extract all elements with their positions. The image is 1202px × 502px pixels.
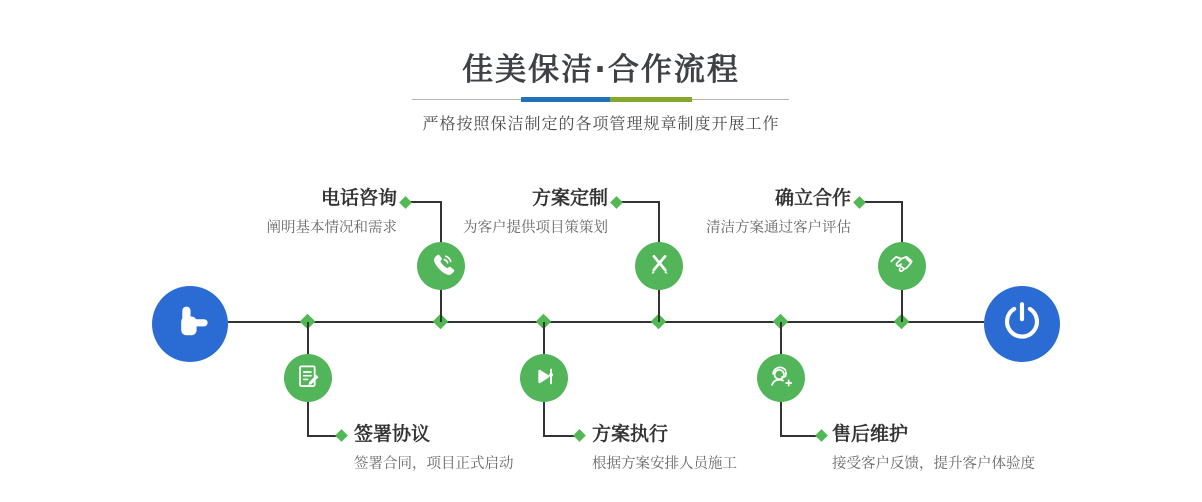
label-diamond bbox=[610, 196, 623, 209]
title-divider-green-accent bbox=[610, 97, 692, 102]
end-node bbox=[984, 286, 1060, 362]
phone-icon bbox=[428, 251, 455, 282]
step-desc: 接受客户反馈，提升客户体验度 bbox=[832, 455, 1035, 472]
power-icon bbox=[999, 299, 1045, 349]
start-node bbox=[152, 286, 228, 362]
contract-icon bbox=[295, 363, 322, 394]
page-subtitle: 严格按照保洁制定的各项管理规章制度开展工作 bbox=[422, 114, 780, 133]
step-node bbox=[520, 354, 568, 402]
label-diamond bbox=[399, 196, 412, 209]
label-diamond bbox=[573, 429, 586, 442]
handshake-icon bbox=[888, 250, 916, 282]
page-title: 佳美保洁·合作流程 bbox=[462, 52, 740, 88]
pointing-hand-icon bbox=[168, 300, 212, 348]
step-desc: 根据方案安排人员施工 bbox=[592, 455, 737, 472]
step-desc: 清洁方案通过客户评估 bbox=[706, 219, 851, 236]
step-node bbox=[417, 242, 465, 290]
step-desc: 签署合同，项目正式启动 bbox=[354, 455, 514, 472]
step-title: 方案执行 bbox=[592, 423, 669, 445]
step-desc: 阐明基本情况和需求 bbox=[266, 219, 397, 236]
step-title: 电话咨询 bbox=[320, 187, 397, 209]
step-title: 签署协议 bbox=[354, 423, 431, 445]
timeline-main-line bbox=[228, 321, 984, 323]
step-node bbox=[635, 242, 683, 290]
step-node bbox=[878, 242, 926, 290]
pen-pencil-icon bbox=[646, 251, 673, 282]
step-node bbox=[284, 354, 332, 402]
step-title: 方案定制 bbox=[531, 187, 608, 209]
title-divider-blue-accent bbox=[521, 97, 610, 102]
step-node bbox=[757, 354, 805, 402]
step-title: 确立合作 bbox=[774, 187, 851, 209]
headset-person-icon bbox=[767, 362, 795, 394]
step-desc: 为客户提供项目策策划 bbox=[463, 219, 608, 236]
play-slider-icon bbox=[531, 363, 558, 394]
label-diamond bbox=[335, 429, 348, 442]
label-diamond bbox=[815, 429, 828, 442]
step-title: 售后维护 bbox=[832, 423, 909, 445]
label-diamond bbox=[853, 196, 866, 209]
